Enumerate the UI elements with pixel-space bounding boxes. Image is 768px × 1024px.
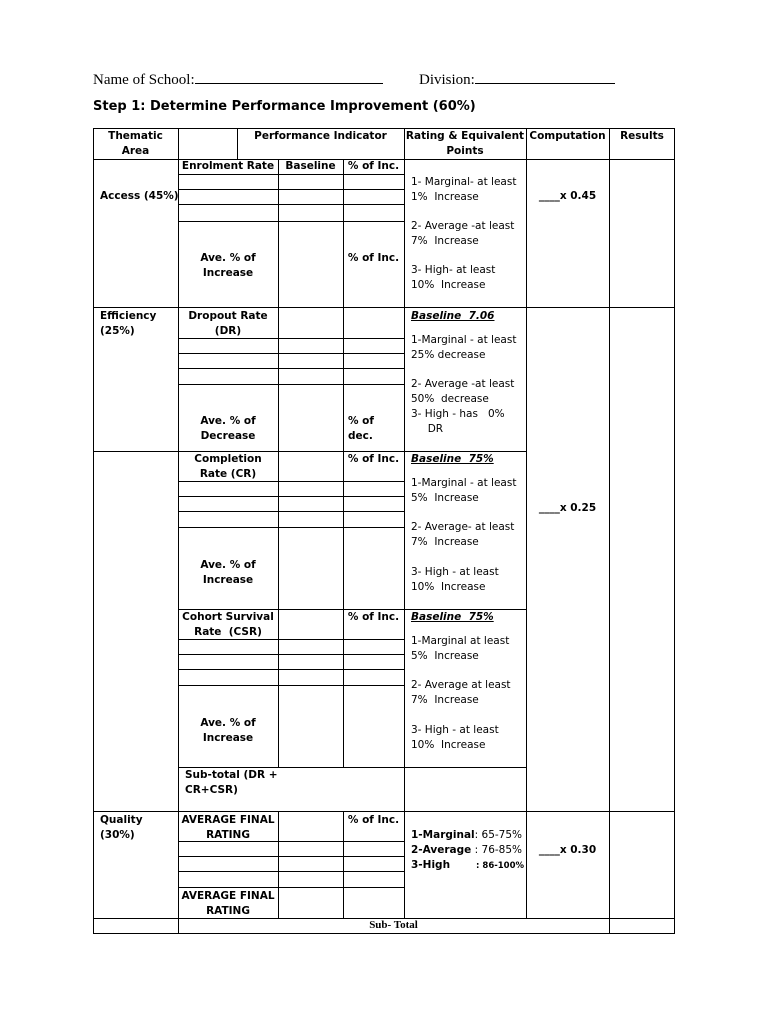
rating-label: 1-Marginal	[411, 829, 475, 841]
rating-marginal: 1- Marginal- at least 1% Increase	[411, 176, 517, 203]
baseline-label: Baseline	[285, 160, 336, 172]
rating-high: 3- High - at least 10% Increase	[411, 566, 499, 593]
rating-marginal: 1-Marginal - at least 5% Increase	[411, 477, 517, 504]
area-quality: Quality (30%)	[100, 814, 143, 841]
rating-marginal	[411, 828, 522, 843]
school-name-field[interactable]	[93, 70, 383, 89]
rating-marginal: 1-Marginal - at least 25% decrease	[411, 334, 517, 361]
ave-increase-label: Ave. % of Increase	[200, 717, 256, 744]
pct-inc-label: % of Inc.	[347, 814, 400, 826]
rating-average: 2- Average- at least 7% Increase	[411, 521, 515, 548]
rating-value: : 65-75%	[474, 829, 523, 841]
rating-high	[411, 858, 524, 874]
indicator-enrolment-rate: Enrolment Rate	[181, 160, 275, 172]
ave-final-rating-label: AVERAGE FINAL RATING	[181, 890, 275, 917]
pct-inc-label: % of Inc.	[347, 611, 400, 623]
rating-marginal: 1-Marginal at least 5% Increase	[411, 635, 510, 662]
division-label: Division:	[419, 72, 475, 88]
area-access: Access (45%)	[100, 190, 179, 202]
ave-pct-dec: % of dec.	[348, 415, 374, 442]
rating-label: 3-High	[411, 859, 451, 871]
area-efficiency: Efficiency (25%)	[100, 310, 157, 337]
ave-increase-label: Ave. % of Increase	[200, 252, 256, 279]
ave-pct-inc: % of Inc.	[347, 252, 400, 264]
rating-average: 2- Average at least 7% Increase	[411, 679, 511, 706]
pct-inc-label: % of Inc.	[347, 160, 400, 172]
rating-average	[411, 843, 522, 858]
baseline-cohort: Baseline 75%	[411, 611, 494, 623]
baseline-completion: Baseline 75%	[411, 453, 494, 465]
efficiency-subtotal-label: Sub-total (DR + CR+CSR)	[185, 769, 278, 796]
division-blank[interactable]	[475, 70, 615, 84]
ave-decrease-label: Ave. % of Decrease	[200, 415, 256, 442]
indicator-dropout-rate: Dropout Rate (DR)	[188, 310, 268, 337]
header-computation: Computation	[529, 130, 606, 142]
indicator-completion-rate: Completion Rate (CR)	[194, 453, 262, 480]
rating-high: 3- High - at least 10% Increase	[411, 724, 499, 751]
step-title: Step 1: Determine Performance Improvement (60%)	[93, 99, 476, 114]
rating-value: : 76-85%	[471, 844, 522, 856]
indicator-average-final-rating: AVERAGE FINAL RATING	[181, 814, 275, 841]
school-name-label: Name of School:	[93, 72, 195, 88]
division-field[interactable]	[419, 70, 615, 89]
baseline-dropout: Baseline 7.06	[411, 310, 495, 322]
header-rating: Rating & Equivalent Points	[405, 130, 525, 157]
sub-total-label: Sub- Total	[369, 919, 418, 931]
pct-inc-label: % of Inc.	[347, 453, 400, 465]
header-thematic-area: Thematic Area	[108, 130, 163, 157]
rating-high: 3- High- at least 10% Increase	[411, 264, 496, 291]
header-performance-indicator: Performance Indicator	[254, 130, 387, 142]
ave-increase-label: Ave. % of Increase	[200, 559, 256, 586]
rating-high: 3- High - has 0% DR	[411, 408, 505, 435]
school-name-blank[interactable]	[195, 70, 383, 84]
rating-average: 2- Average -at least 50% decrease	[411, 378, 515, 405]
header-results: Results	[620, 130, 664, 142]
computation-efficiency: ____x 0.25	[538, 502, 597, 514]
rating-value: : 86-100%	[476, 861, 525, 871]
computation-access: ____x 0.45	[538, 190, 597, 202]
indicator-cohort-survival-rate: Cohort Survival Rate (CSR)	[182, 611, 274, 638]
computation-quality: ____x 0.30	[538, 844, 597, 856]
rating-average: 2- Average -at least 7% Increase	[411, 220, 515, 247]
rating-label: 2-Average	[411, 844, 472, 856]
